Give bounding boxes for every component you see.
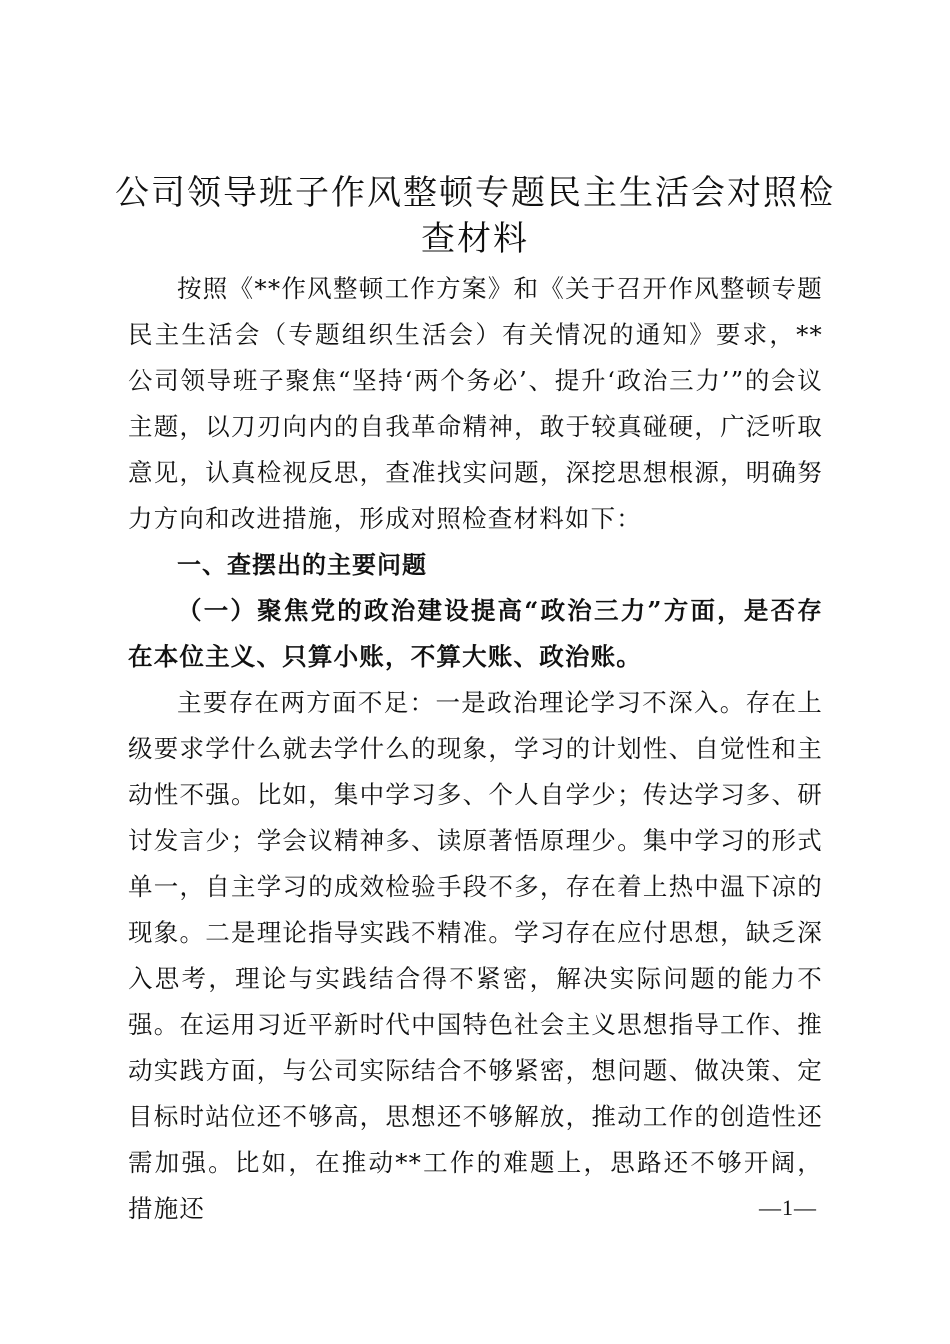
page-number: —1— xyxy=(759,1195,817,1220)
section-heading: 一、查摆出的主要问题 xyxy=(177,551,427,579)
subsection-heading: （一）聚焦党的政治建设提高“政治三力”方面，是否存在本位主义、只算小账，不算大账、政治账。 xyxy=(128,596,823,671)
intro-paragraph: 按照《**作风整顿工作方案》和《关于召开作风整顿专题民主生活会（专题组织生活会）有关情况的通知》要求，**公司领导班子聚焦“坚持‘两个务必’、提升‘政治三力’”的会议主题，以刀刃向内的自我革命精神，敢于较真碰硬，广泛听取意见，认真检视反思，查准找实问题，深挖思想根源，明确努力方向和改进措施，形成对照检查材料如下： xyxy=(128,274,823,533)
main-paragraph: 主要存在两方面不足：一是政治理论学习不深入。存在上级要求学什么就去学什么的现象，学习的计划性、自觉性和主动性不强。比如，集中学习多、个人自学少；传达学习多、研讨发言少；学会议精神多、读原著悟原理少。集中学习的形式单一，自主学习的成效检验手段不多，存在着上热中温下凉的现象。二是理论指导实践不精准。学习存在应付思想，缺乏深入思考，理论与实践结合得不紧密，解决实际问题的能力不强。在运用习近平新时代中国特色社会主义思想指导工作、推动实践方面，与公司实际结合不够紧密，想问题、做决策、定目标时站位还不够高，思想还不够解放，推动工作的创造性还需加强。比如，在推动**工作的难题上，思路还不够开阔，措施还 xyxy=(128,688,823,1223)
document-title: 公司领导班子作风整顿专题民主生活会对照检查材料 xyxy=(115,173,835,259)
